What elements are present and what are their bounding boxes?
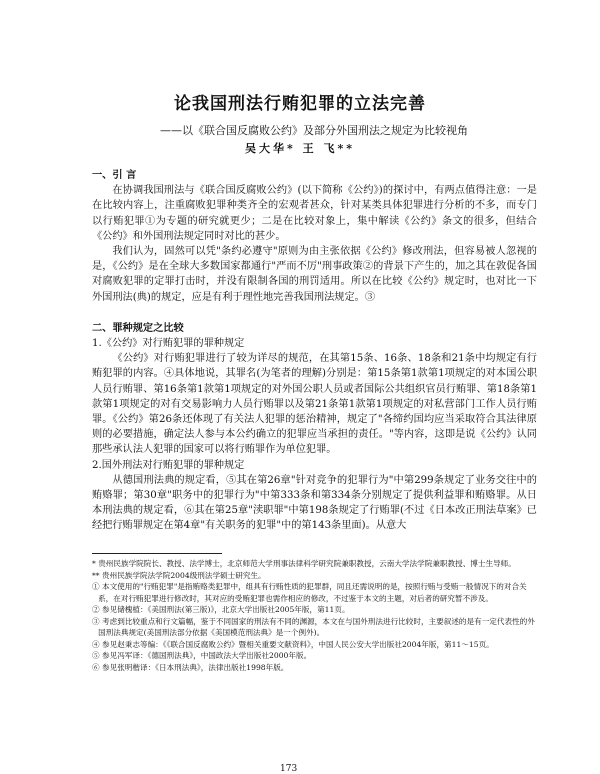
subsection-heading-convention: 1.《公约》对行贿犯罪的罪种规定 [92,338,245,350]
footnote: ⑥ 参见张明楷译：《日本刑法典》，法律出版社1998年版。 [92,662,289,672]
footnote: ④ 参见赵秉志等编：《《联合国反腐败公约》暨相关重要文献资料》，中国人民公安大学出版社2004年版，第11～15页。 [92,639,494,649]
footnote: ② 参见储槐植：《美国刑法(第三版)》，北京大学出版社2005年版，第11页。 [92,605,350,614]
footnote: * 贵州民族学院院长、教授、法学博士，北京师范大学刑事法律科学研究院兼职教授，云南大学法学院兼职教授、博士生导师。 [92,559,516,568]
section-heading-comparison: 二、罪种规定之比较 [92,321,184,334]
subsection-heading-foreign-law: 2.国外刑法对行贿犯罪的罪种规定 [92,459,245,471]
article-title: 论我国刑法行贿犯罪的立法完善 [174,94,426,114]
intro-paragraph-2: 我们认为，固然可以凭"条约必遵守"原则为由主张依据《公约》修改刑法，但容易被人忽视的是，《公约》是在全球大多数国家都通行"严而不厉"刑事政策②的背景下产生的，加之其在敦促各国对腐败犯罪的定罪打击时，并没有限制各国的刑罚适用。所以在比较《公约》规定时，也对比一下外国刑法(典)的规定，应是有利于理性地完善我国刑法规定。③ [92,246,537,303]
convention-paragraph: 《公约》对行贿犯罪进行了较为详尽的规范，在其第15条、16条、18条和21条中均规定有行贿犯罪的内容。④具体地说，其罪名(为笔者的理解)分别是：第15条第1款第1项规定的对本国公职人员行贿罪、第16条第1款第1项规定的对外国公职人员或者国际公共组织官员行贿罪、第18条第1款第1项规定的对有交易影响力人员行贿罪以及第21条第1款第1项规定的对私营部门工作人员行贿罪。《公约》第26条还体现了有关法人犯罪的惩治精神，规定了"各缔约国均应当采取符合其法律原则的必要措施，确定法人参与本公约确立的犯罪应当承担的责任。"等内容，这即是说《公约》认同那些承认法人犯罪的国家可以将行贿罪作为单位犯罪。 [92,353,537,456]
footnote: ⑤ 参见冯军译：《德国刑法典》，中国政法大学出版社2000年版。 [92,651,312,660]
page-number: 173 [280,764,298,774]
article-body [92,152,537,534]
footnote-divider [92,553,222,554]
footnotes [92,558,540,673]
article-authors: 吴大华* 王 飞** [245,142,355,155]
footnote: ③ 考虑到比较重点和行文篇幅，鉴于不同国家的刑法有不同的渊源，本文在与国外刑法进行比较时，主要叙述的是有一定代表性的外国刑法典规定(美国刑法部分依据《美国模范刑法典》是一个例外)。 [92,616,535,637]
footnote: ** 贵州民族学院法学院2004级刑法学硕士研究生。 [92,570,266,580]
intro-paragraph-1: 在协调我国刑法与《联合国反腐败公约》(以下简称《公约》)的探讨中，有两点值得注意：一是在比较内容上，注重腐败犯罪种类齐全的宏观者甚众，针对某类具体犯罪进行分析的不多，而专门以行贿犯罪①为专题的研究就更少；二是在比较对象上，集中解读《公约》条文的很多，但结合《公约》和外国刑法规定同时对比的甚少。 [92,185,537,242]
section-heading-intro: 一、引 言 [92,169,137,181]
article-subtitle: ——以《联合国反腐败公约》及部分外国刑法之规定为比较视角 [160,124,468,137]
foreign-law-paragraph: 从德国刑法典的规定看，⑤其在第26章"针对竞争的犯罪行为"中第299条规定了业务交往中的贿赂罪；第30章"职务中的犯罪行为"中第333条和第334条分别规定了提供利益罪和贿赂罪。从日本刑法典的规定看，⑥其在第25章"渎职罪"中第198条规定了行贿罪(不过《日本改正刑法草案》已经把行贿罪规定在第4章"有关职务的犯罪"中的第143条里面)。从意大 [92,474,537,532]
footnote: ① 本文使用的"行贿犯罪"是指贿赂类犯罪中，组具有行贿性质的犯罪群，同且还需说明的是，按照行贿与受贿一般情况下的对合关系，在对行贿犯罪进行修改时，其对应的受贿犯罪也需作相应的修改，不过鉴于本文的主题，对后者的研究暂不涉及。 [92,582,527,603]
